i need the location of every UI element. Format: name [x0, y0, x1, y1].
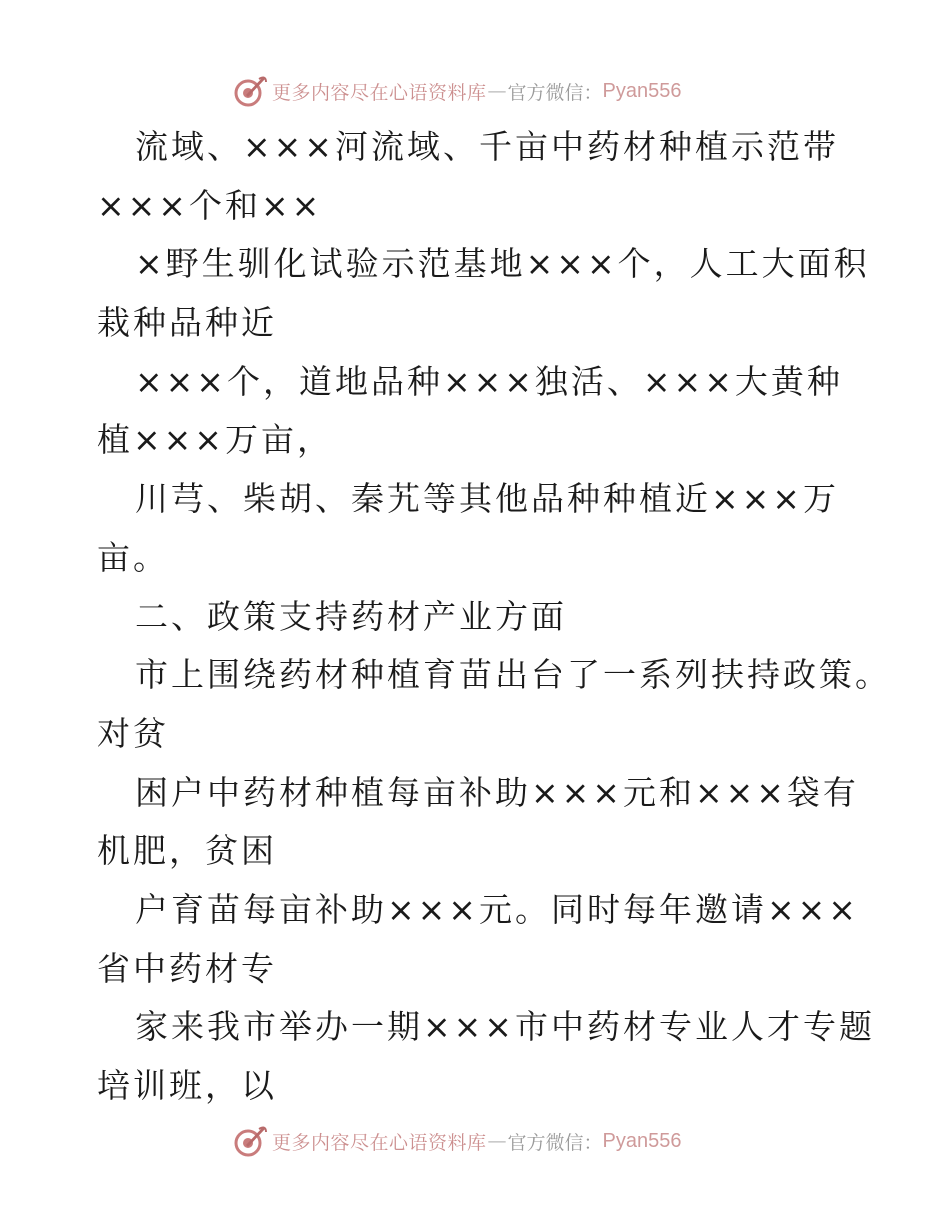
- text-line: 机肥，贫困: [97, 831, 277, 871]
- watermark-wechat-id: Pyan556: [602, 79, 682, 102]
- text-line: ×××个和××: [97, 185, 323, 225]
- watermark-title: 更多内容尽在心语资料库: [272, 1131, 487, 1154]
- text-line: 对贫: [97, 713, 169, 753]
- text-line: 家来我市举办一期×××市中药材专业人才专题: [135, 1007, 875, 1047]
- watermark-wechat-id: Pyan556: [602, 1129, 682, 1152]
- watermark-dash: —: [487, 80, 507, 102]
- footer-watermark: [232, 1121, 712, 1161]
- text-line: 植×××万亩，: [97, 420, 333, 460]
- watermark-wechat-label: 官方微信：: [507, 1131, 603, 1154]
- text-line: 市上围绕药材种植育苗出台了一系列扶持政策。: [135, 655, 891, 695]
- watermark-dash: —: [487, 1130, 507, 1152]
- text-line: 培训班，以: [97, 1066, 277, 1105]
- text-line: 户育苗每亩补助×××元。同时每年邀请×××: [135, 889, 859, 929]
- header-watermark: [232, 71, 712, 111]
- watermark-wechat-label: 官方微信：: [507, 81, 603, 104]
- text-line: 流域、×××河流域、千亩中药材种植示范带: [135, 127, 839, 166]
- quill-logo-icon: [232, 73, 268, 109]
- text-line: ×野生驯化试验示范基地×××个，人工大面积: [135, 244, 870, 284]
- document-body: [97, 118, 891, 1116]
- text-line: 亩。: [97, 537, 169, 577]
- section-heading: 二、政策支持药材产业方面: [135, 596, 567, 636]
- quill-logo-icon: [232, 1123, 268, 1159]
- text-line: ×××个，道地品种×××独活、×××大黄种: [135, 361, 843, 401]
- text-line: 省中药材专: [97, 948, 277, 988]
- watermark-title: 更多内容尽在心语资料库: [272, 81, 487, 104]
- text-line: 川芎、柴胡、秦艽等其他品种种植近×××万: [135, 479, 839, 519]
- text-line: 栽种品种近: [97, 303, 277, 343]
- text-line: 困户中药材种植每亩补助×××元和×××袋有: [135, 772, 859, 812]
